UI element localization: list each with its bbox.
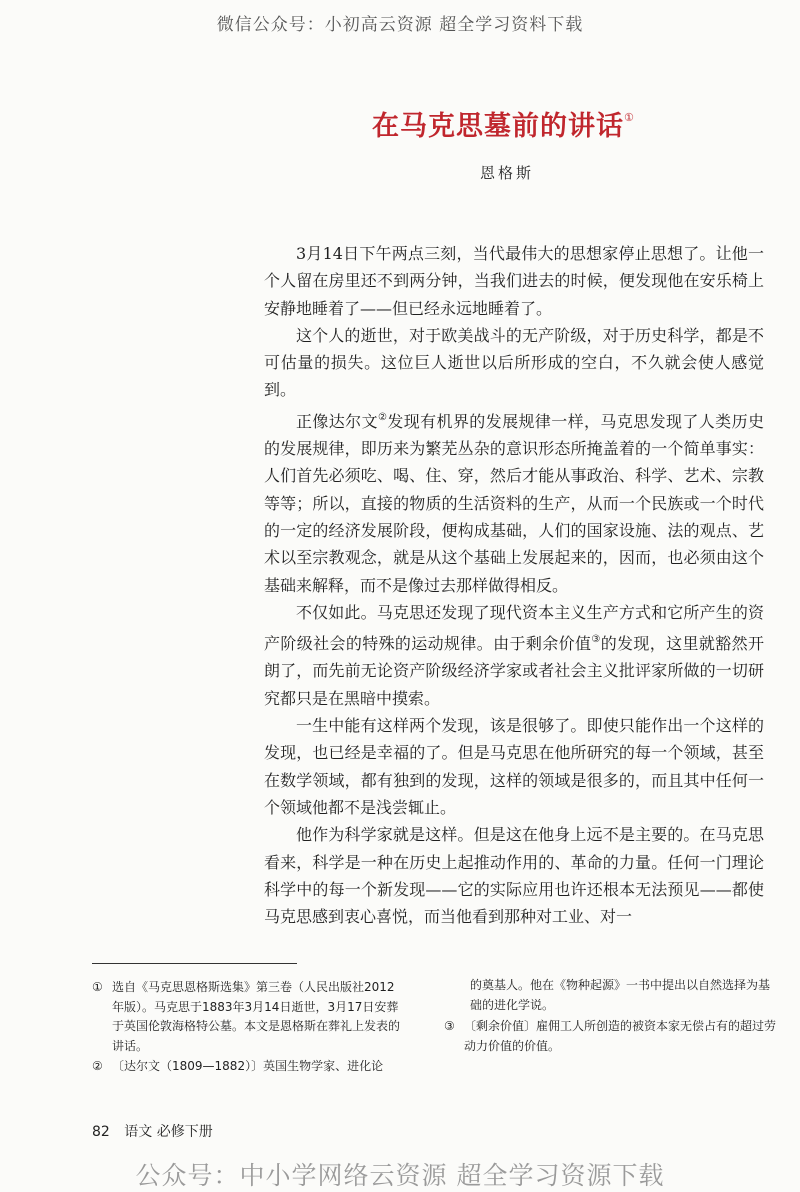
title-text: 在马克思墓前的讲话 — [372, 111, 624, 142]
top-watermark: 微信公众号：小初高云资源 超全学习资料下载 — [216, 15, 584, 35]
paragraph-3-part-2: 发现有机界的发展规律一样，马克思发现了人类历史的发展规律，即历来为繁芜丛杂的意识形态所掩盖着的一个简单事实：人们首先必须吃、喝、住、穿，然后才能从事政治、科学、艺术、宗教等等；所以，直接的物质的生活资料的生产，从而一个民族或一个时代的一定的经济发展阶段，便构成基础，人们的国家设施、法的观点、艺术以至宗教观念，就是从这个基础上发展起来的，因而，也必须由这个基础来解释，而不是像过去那样做得相反。 — [264, 411, 764, 595]
page-number: 82 — [92, 1124, 110, 1140]
footnote-2-mark: ② — [92, 1059, 103, 1073]
title-footnote-marker: ① — [624, 111, 635, 124]
footnote-3-mark: ③ — [444, 1019, 455, 1033]
footnote-1-mark: ① — [92, 980, 103, 994]
paragraph-3 — [264, 404, 764, 599]
book-title: 语文 必修下册 — [124, 1124, 213, 1140]
paragraph-5: 一生中能有这样两个发现，该是很够了。即使只能作出一个这样的发现，也已经是幸福的了。但是马克思在他所研究的每一个领域，甚至在数学领域，都有独到的发现，这样的领域是很多的，而且其中任何一个领域他都不是浅尝辄止。 — [264, 716, 764, 817]
page-footer — [92, 1121, 213, 1141]
footnote-divider — [92, 963, 297, 964]
footnote-marker-2: ② — [377, 411, 388, 423]
footnotes-right-column — [444, 976, 780, 1057]
footnote-2-continued: 的奠基人。他在《物种起源》一书中提出以自然选择为基础的进化学说。 — [470, 978, 771, 1012]
footnote-3 — [444, 1017, 780, 1056]
paragraph-4-part-1: 不仅如此。马克思还发现了现代资本主义生产方式和它所产生的资产阶级社会的特殊的运动规律。由于剩余价值 — [264, 602, 764, 654]
paragraph-3-part-1: 正像达尔文 — [296, 411, 378, 431]
bottom-watermark: 公众号：中小学网络云资源 超全学习资源下载 — [135, 1161, 665, 1190]
paragraph-2: 这个人的逝世，对于欧美战斗的无产阶级，对于历史科学，都是不可估量的损失。这位巨人逝世以后所形成的空白，不久就会使人感觉到。 — [264, 325, 764, 400]
footnote-1-text: 选自《马克思恩格斯选集》第三卷（人民出版社2012年版）。马克思于1883年3月14日逝世，3月17日安葬于英国伦敦海格特公墓。本文是恩格斯在葬礼上发表的讲话。 — [112, 980, 401, 1053]
page-title — [372, 111, 635, 142]
article-body — [264, 240, 764, 930]
footnote-2-text: 〔达尔文（1809—1882）〕英国生物学家、进化论 — [112, 1059, 384, 1073]
paragraph-4 — [264, 599, 764, 712]
paragraph-4-part-2: 的发现，这里就豁然开朗了，而先前无论资产阶级经济学家或者社会主义批评家所做的一切研究都只是在黑暗中摸索。 — [264, 634, 764, 708]
footnote-3-text: 〔剩余价值〕雇佣工人所创造的被资本家无偿占有的超过劳动力价值的价值。 — [464, 1019, 777, 1053]
footnote-2 — [92, 1057, 400, 1077]
paragraph-6: 他作为科学家就是这样。但是这在他身上远不是主要的。在马克思看来，科学是一种在历史上起推动作用的、革命的力量。任何一门理论科学中的每一个新发现——它的实际应用也许还根本无法预见——都使马克思感到衷心喜悦，而当他看到那种对工业、对一 — [264, 825, 764, 927]
paragraph-1: 3月14日下午两点三刻，当代最伟大的思想家停止思想了。让他一个人留在房里还不到两分钟，当我们进去的时候，便发现他在安乐椅上安静地睡着了——但已经永远地睡着了。 — [264, 244, 764, 318]
footnotes-left-column — [92, 978, 400, 1078]
author: 恩格斯 — [480, 164, 535, 182]
footnote-1 — [92, 978, 400, 1056]
title-block — [372, 104, 792, 143]
footnote-marker-3: ③ — [591, 634, 601, 646]
